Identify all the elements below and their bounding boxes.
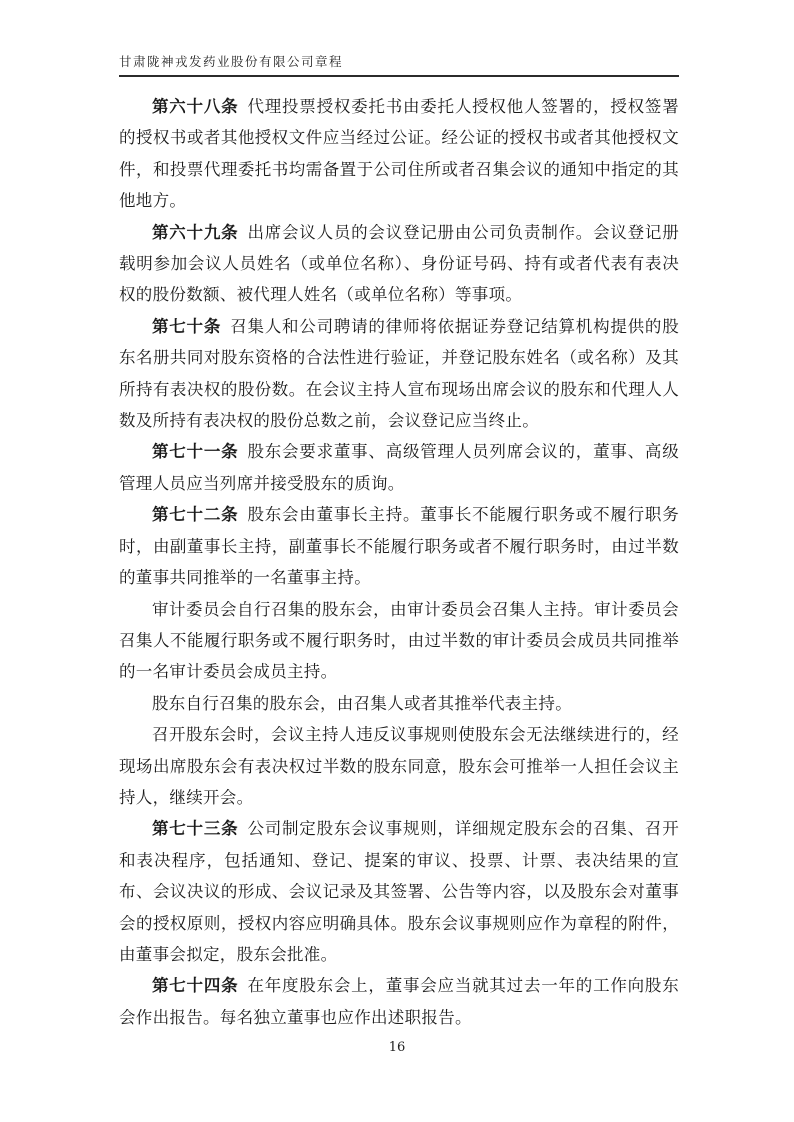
- article-text: 审计委员会自行召集的股东会，由审计委员会召集人主持。审计委员会召集人不能履行职务或不履行职务时，由过半数的审计委员会成员共同推举的一名审计委员会成员主持。: [119, 599, 679, 682]
- article-paragraph-69: [119, 217, 679, 311]
- article-text: 出席会议人员的会议登记册由公司负责制作。会议登记册载明参加会议人员姓名（或单位名称）、身份证号码、持有或者代表有表决权的股份数额、被代理人姓名（或单位名称）等事项。: [119, 222, 680, 305]
- article-number: 第七十二条: [152, 505, 239, 525]
- article-paragraph-74: [119, 970, 679, 1033]
- header-divider: [119, 75, 679, 77]
- article-paragraph-70: [119, 311, 679, 437]
- article-text: 股东会要求董事、高级管理人员列席会议的，董事、高级管理人员应当列席并接受股东的质询。: [119, 442, 680, 493]
- article-subparagraph-rule-violation: [119, 719, 679, 813]
- article-paragraph-72: [119, 499, 679, 593]
- page-footer: [0, 1036, 794, 1055]
- article-paragraph-68: [119, 91, 679, 217]
- article-paragraph-73: [119, 813, 679, 970]
- article-paragraph-71: [119, 436, 679, 499]
- article-number: 第七十一条: [152, 442, 239, 462]
- document-title: 甘肃陇神戎发药业股份有限公司章程: [119, 54, 344, 69]
- article-number: 第七十四条: [152, 976, 239, 996]
- article-subparagraph-audit-committee: [119, 594, 679, 688]
- article-number: 第七十三条: [152, 819, 239, 839]
- article-text: 公司制定股东会议事规则，详细规定股东会的召集、召开和表决程序，包括通知、登记、提案的审议、投票、计票、表决结果的宣布、会议决议的形成、会议记录及其签署、公告等内容，以及股东会对董事会的授权原则，授权内容应明确具体。股东会议事规则应作为章程的附件，由董事会拟定，股东会批准。: [119, 819, 680, 964]
- article-number: 第六十九条: [152, 222, 239, 242]
- article-text: 股东自行召集的股东会，由召集人或者其推举代表主持。: [152, 693, 572, 713]
- article-text: 召开股东会时，会议主持人违反议事规则使股东会无法继续进行的，经现场出席股东会有表决权过半数的股东同意，股东会可推举一人担任会议主持人，继续开会。: [119, 725, 679, 807]
- article-subparagraph-self-convened: [119, 688, 679, 719]
- article-text: 召集人和公司聘请的律师将依据证券登记结算机构提供的股东名册共同对股东资格的合法性进行验证，并登记股东姓名（或名称）及其所持有表决权的股份数。在会议主持人宣布现场出席会议的股东和代理人人数及所持有表决权的股份总数之前，会议登记应当终止。: [119, 316, 679, 431]
- article-text: 股东会由董事长主持。董事长不能履行职务或不履行职务时，由副董事长主持，副董事长不能履行职务或者不履行职务时，由过半数的董事共同推举的一名董事主持。: [119, 505, 680, 588]
- article-text: 代理投票授权委托书由委托人授权他人签署的，授权签署的授权书或者其他授权文件应当经过公证。经公证的授权书或者其他授权文件，和投票代理委托书均需备置于公司住所或者召集会议的通知中指定的其他地方。: [119, 97, 680, 211]
- document-body: [119, 91, 679, 1033]
- article-text: 在年度股东会上，董事会应当就其过去一年的工作向股东会作出报告。每名独立董事也应作出述职报告。: [119, 976, 680, 1027]
- page-number: 16: [388, 1040, 406, 1055]
- page-header: [119, 52, 679, 77]
- article-number: 第七十条: [152, 316, 222, 336]
- article-number: 第六十八条: [152, 97, 239, 116]
